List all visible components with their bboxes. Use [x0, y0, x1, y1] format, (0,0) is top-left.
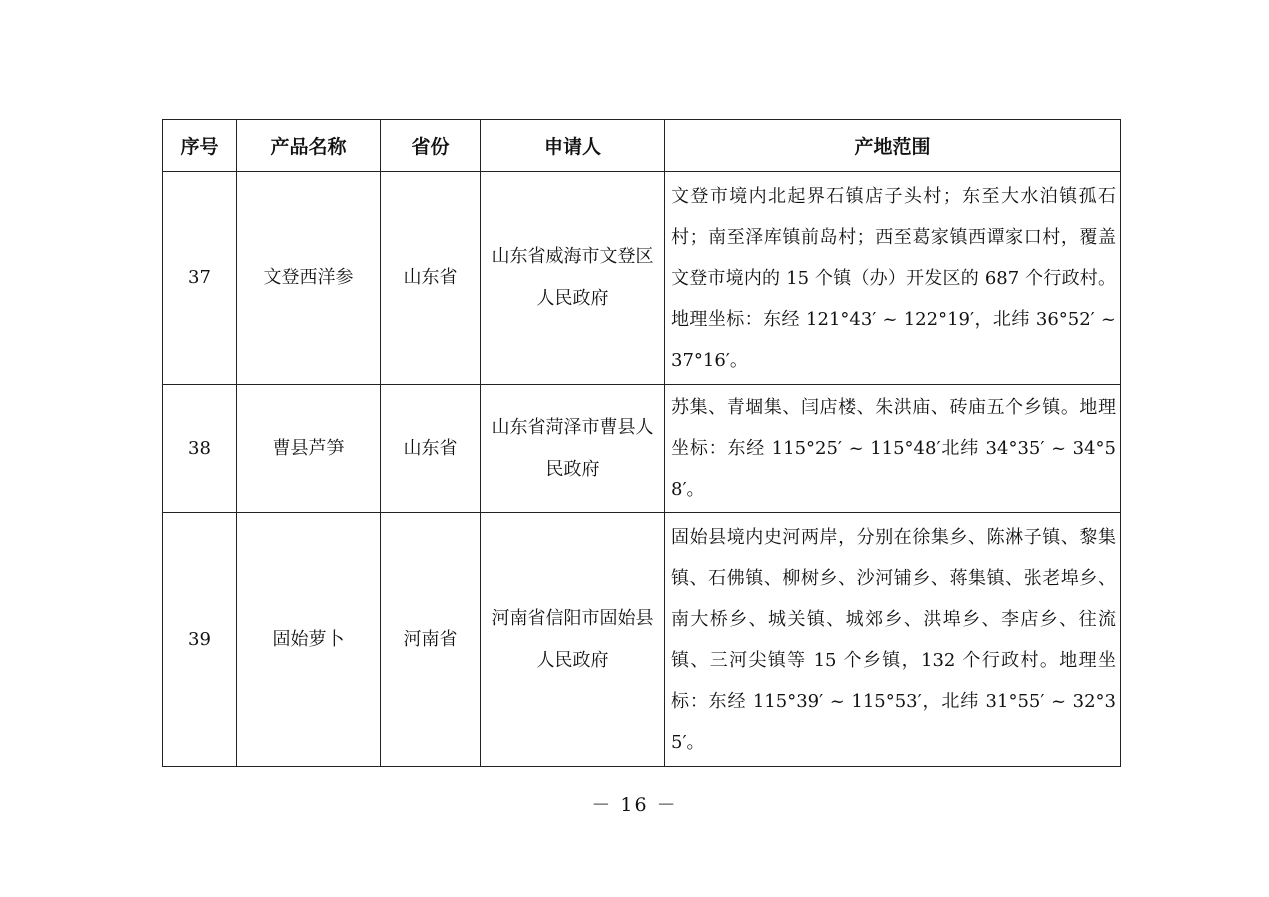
table-row	[163, 172, 1121, 385]
header-no: 序号	[163, 120, 237, 172]
header-product: 产品名称	[237, 120, 381, 172]
applicant-text: 河南省信阳市固始县人民政府	[491, 607, 654, 671]
cell-applicant	[481, 172, 665, 385]
cell-province: 河南省	[381, 513, 481, 767]
cell-no: 39	[163, 513, 237, 767]
cell-range: 文登市境内北起界石镇店子头村；东至大水泊镇孤石村；南至泽库镇前岛村；西至葛家镇西谭家口村，覆盖文登市境内的 15 个镇（办）开发区的 687 个行政村。地理坐标：东经 121°43′ ~ 122°19′，北纬 36°52′ ~ 37°16′。	[665, 172, 1121, 385]
header-range: 产地范围	[665, 120, 1121, 172]
applicant-text: 山东省威海市文登区人民政府	[491, 246, 654, 309]
cell-product: 固始萝卜	[237, 513, 381, 767]
cell-applicant	[481, 513, 665, 767]
table-header-row	[163, 120, 1121, 172]
header-province: 省份	[381, 120, 481, 172]
cell-range: 苏集、青堌集、闫店楼、朱洪庙、砖庙五个乡镇。地理坐标：东经 115°25′ ~ 115°48′北纬 34°35′ ~ 34°58′。	[665, 385, 1121, 513]
cell-no: 38	[163, 385, 237, 513]
cell-applicant	[481, 385, 665, 513]
table-row	[163, 513, 1121, 767]
cell-no: 37	[163, 172, 237, 385]
cell-province: 山东省	[381, 385, 481, 513]
page-number: － 16 －	[591, 794, 678, 816]
geographic-indication-table	[162, 119, 1121, 767]
cell-product: 文登西洋参	[237, 172, 381, 385]
header-applicant: 申请人	[481, 120, 665, 172]
cell-range: 固始县境内史河两岸，分别在徐集乡、陈淋子镇、黎集镇、石佛镇、柳树乡、沙河铺乡、蒋集镇、张老埠乡、南大桥乡、城关镇、城郊乡、洪埠乡、李店乡、往流镇、三河尖镇等 15 个乡镇，132 个行政村。地理坐标：东经 115°39′ ~ 115°53′，北纬 31°55′ ~ 32°35′。	[665, 513, 1121, 767]
cell-province: 山东省	[381, 172, 481, 385]
applicant-text: 山东省菏泽市曹县人民政府	[491, 416, 654, 480]
cell-product: 曹县芦笋	[237, 385, 381, 513]
table-row	[163, 385, 1121, 513]
